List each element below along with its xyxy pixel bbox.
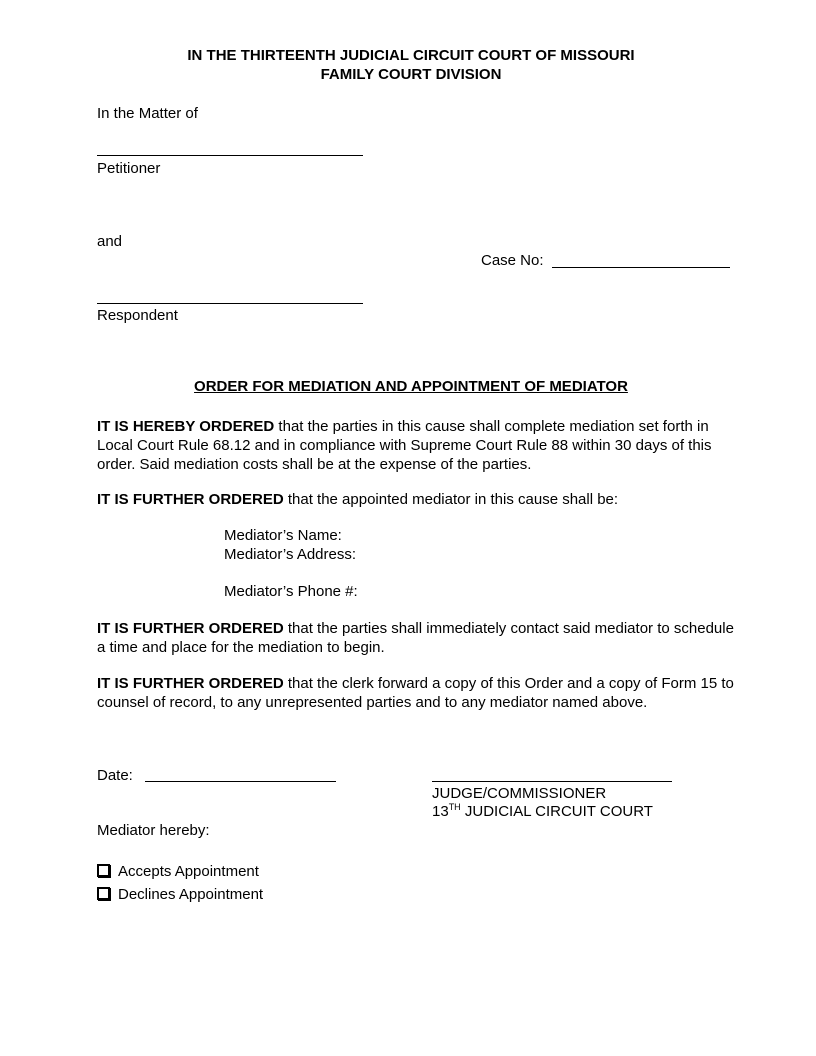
order-lead: IT IS FURTHER ORDERED xyxy=(97,620,284,637)
petitioner-name-line[interactable] xyxy=(97,155,363,156)
court-signature-label xyxy=(432,803,653,820)
declines-checkbox[interactable] xyxy=(97,887,110,900)
order-text: that the clerk forward a copy of this Order and a copy of Form 15 to counsel of record, to any unrepresented parties and to any mediator named above. xyxy=(97,675,734,711)
order-text: that the parties shall immediately contact said mediator to schedule a time and place for the mediation to begin. xyxy=(97,620,734,656)
order-lead: IT IS FURTHER ORDERED xyxy=(97,675,284,692)
order-paragraph-4 xyxy=(97,674,737,712)
and-label: and xyxy=(97,233,123,250)
case-no-label: Case No: xyxy=(481,252,544,269)
judge-signature-line[interactable] xyxy=(432,781,672,782)
case-no-line[interactable] xyxy=(552,267,730,268)
order-title: ORDER FOR MEDIATION AND APPOINTMENT OF MEDIATOR xyxy=(194,378,628,395)
petitioner-label: Petitioner xyxy=(97,160,161,177)
declines-option[interactable] xyxy=(97,886,263,903)
accepts-checkbox[interactable] xyxy=(97,864,110,877)
declines-label: Declines Appointment xyxy=(118,886,264,903)
order-lead: IT IS HEREBY ORDERED xyxy=(97,418,275,435)
accepts-option[interactable] xyxy=(97,863,259,880)
judge-label: JUDGE/COMMISSIONER xyxy=(432,785,607,802)
court-ordinal: TH xyxy=(448,802,461,812)
court-number: 13 xyxy=(432,803,449,820)
court-name: JUDICIAL CIRCUIT COURT xyxy=(460,803,653,820)
mediator-name-label: Mediator’s Name: xyxy=(224,527,342,544)
mediator-address-label: Mediator’s Address: xyxy=(224,546,357,563)
mediator-hereby-label: Mediator hereby: xyxy=(97,822,210,839)
order-paragraph-3 xyxy=(97,619,737,657)
division-heading: FAMILY COURT DIVISION xyxy=(320,66,502,83)
in-the-matter-label: In the Matter of xyxy=(97,105,198,122)
order-paragraph-2 xyxy=(97,490,737,509)
court-heading: IN THE THIRTEENTH JUDICIAL CIRCUIT COURT OF MISSOURI xyxy=(187,47,635,64)
order-text: that the appointed mediator in this cause shall be: xyxy=(283,491,619,508)
respondent-label: Respondent xyxy=(97,307,178,324)
date-label: Date: xyxy=(97,767,133,784)
date-line[interactable] xyxy=(145,781,336,782)
accepts-label: Accepts Appointment xyxy=(118,863,259,880)
mediator-phone-label: Mediator’s Phone #: xyxy=(224,583,358,600)
order-lead: IT IS FURTHER ORDERED xyxy=(97,491,284,508)
respondent-name-line[interactable] xyxy=(97,303,363,304)
order-paragraph-1 xyxy=(97,417,737,474)
order-text: that the parties in this cause shall complete mediation set forth in Local Court Rule 68.12 and in compliance with Supreme Court Rule 88 within 30 days of this order. Said mediation costs shall be at the expense of the parties. xyxy=(97,418,712,473)
